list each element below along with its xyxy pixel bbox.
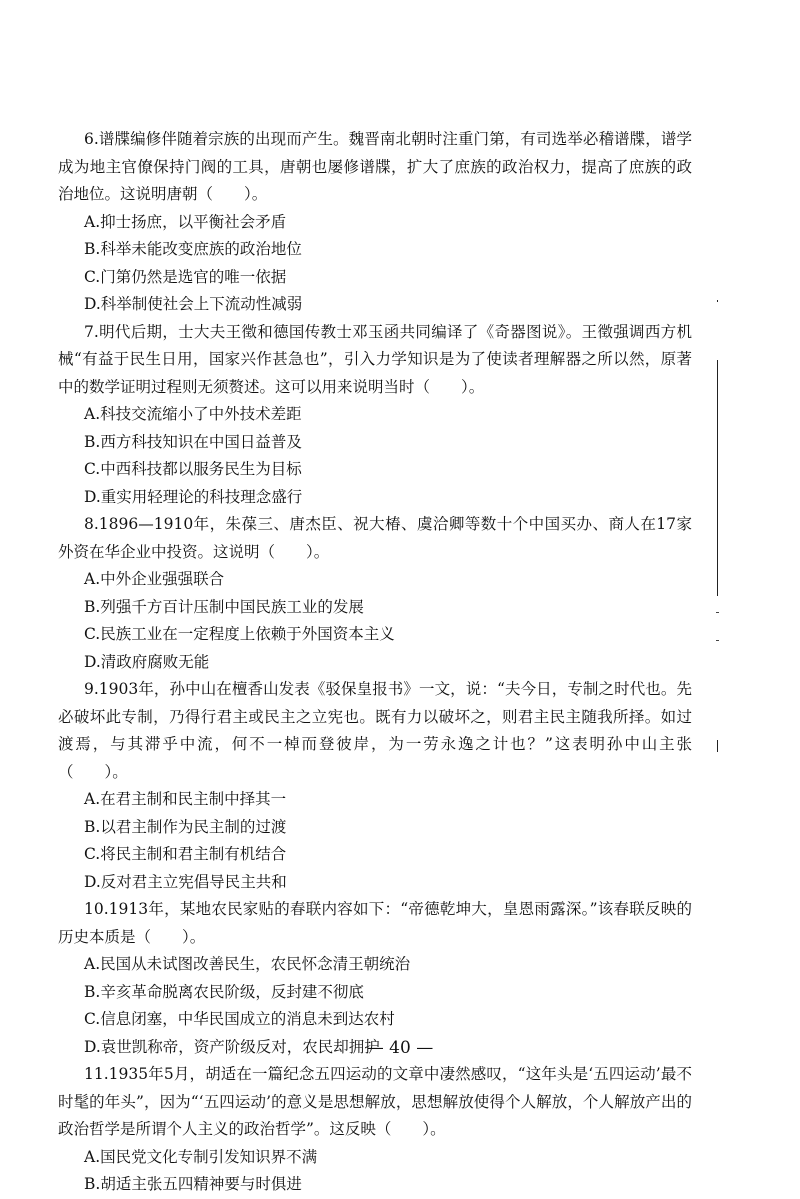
option-d: D.科举制使社会上下流动性减弱 <box>84 295 303 313</box>
option-d: D.清政府腐败无能 <box>84 652 210 671</box>
option-a: A.中外企业强强联合 <box>84 570 225 588</box>
option-b: B.列强千方百计压制中国民族工业的发展 <box>84 597 364 616</box>
question-stem: 8.1896—1910年，朱葆三、唐杰臣、祝大椿、虞洽卿等数十个中国买办、商人在17家外资在华企业中投资。这说明（ ）。 <box>58 515 692 561</box>
option-b: B.胡适主张五四精神要与时俱进 <box>84 1175 302 1193</box>
option-b: B.西方科技知识在中国日益普及 <box>84 432 302 451</box>
option-c: C.将民主制和君主制有机结合 <box>84 845 287 863</box>
option-d: D.重实用轻理论的科技理念盛行 <box>84 487 303 506</box>
option-b: B.辛亥革命脱离农民阶级，反封建不彻底 <box>84 982 364 1001</box>
option-b: B.科举未能改变庶族的政治地位 <box>84 240 302 258</box>
margin-rule <box>717 360 718 596</box>
margin-tick <box>716 612 719 613</box>
question-stem: 11.1935年5月，胡适在一篇纪念五四运动的文章中凄然感叹，“这年头是‘五四运动’最不时髦的年头”，因为“‘五四运动’的意义是思想解放，思想解放使得个人解放，个人解放产出的政治哲学是所谓个人主义的政治哲学”。这反映（ ）。 <box>58 1065 692 1138</box>
option-d: D.反对君主立宪倡导民主共和 <box>84 872 287 891</box>
option-a: A.抑士扬庶，以平衡社会矛盾 <box>84 212 287 231</box>
question-8 <box>58 511 692 676</box>
page-number: — 40 — <box>366 1038 434 1058</box>
question-stem: 7.明代后期，士大夫王徵和德国传教士邓玉函共同编译了《奇器图说》。王徵强调西方机械“有益于民生日用，国家兴作甚急也”，引入力学知识是为了使读者理解器之所以然，原著中的数学证明过程则无须赘述。这可以用来说明当时（ ）。 <box>58 322 692 396</box>
question-10 <box>58 896 692 1061</box>
option-c: C.中西科技都以服务民生为目标 <box>84 460 302 478</box>
question-stem: 9.1903年，孙中山在檀香山发表《驳保皇报书》一文，说：“夫今日，专制之时代也。先必破坏此专制，乃得行君主或民主之立宪也。既有力以破坏之，则君主民主随我所择。如过渡焉，与其滞乎中流，何不一棹而登彼岸，为一劳永逸之计也？”这表明孙中山主张（ ）。 <box>58 680 692 781</box>
question-stem: 6.谱牒编修伴随着宗族的出现而产生。魏晋南北朝时注重门第，有司选举必稽谱牒，谱学成为地主官僚保持门阀的工具，唐朝也屡修谱牒，扩大了庶族的政治权力，提高了庶族的政治地位。这说明唐朝（ ）。 <box>58 130 692 203</box>
option-c: C.民族工业在一定程度上依赖于外国资本主义 <box>84 625 395 643</box>
margin-rule <box>717 740 718 752</box>
option-d: D.袁世凯称帝，资产阶级反对，农民却拥护 <box>84 1037 380 1056</box>
margin-tick <box>716 640 719 641</box>
option-a: A.国民党文化专制引发知识界不满 <box>84 1147 318 1166</box>
margin-rule <box>717 300 718 302</box>
option-a: A.在君主制和民主制中择其一 <box>84 790 287 808</box>
question-9 <box>58 676 692 896</box>
option-b: B.以君主制作为民主制的过渡 <box>84 817 287 836</box>
question-6 <box>58 126 692 319</box>
option-a: A.科技交流缩小了中外技术差距 <box>84 405 302 423</box>
question-11 <box>58 1061 692 1199</box>
question-stem: 10.1913年，某地农民家贴的春联内容如下：“帝德乾坤大，皇恩雨露深。”该春联反映的历史本质是（ ）。 <box>58 900 692 946</box>
question-7 <box>58 319 692 512</box>
option-c: C.门第仍然是选官的唯一依据 <box>84 267 287 286</box>
option-c: C.信息闭塞，中华民国成立的消息未到达农村 <box>84 1010 395 1028</box>
option-a: A.民国从未试图改善民生，农民怀念清王朝统治 <box>84 955 411 973</box>
